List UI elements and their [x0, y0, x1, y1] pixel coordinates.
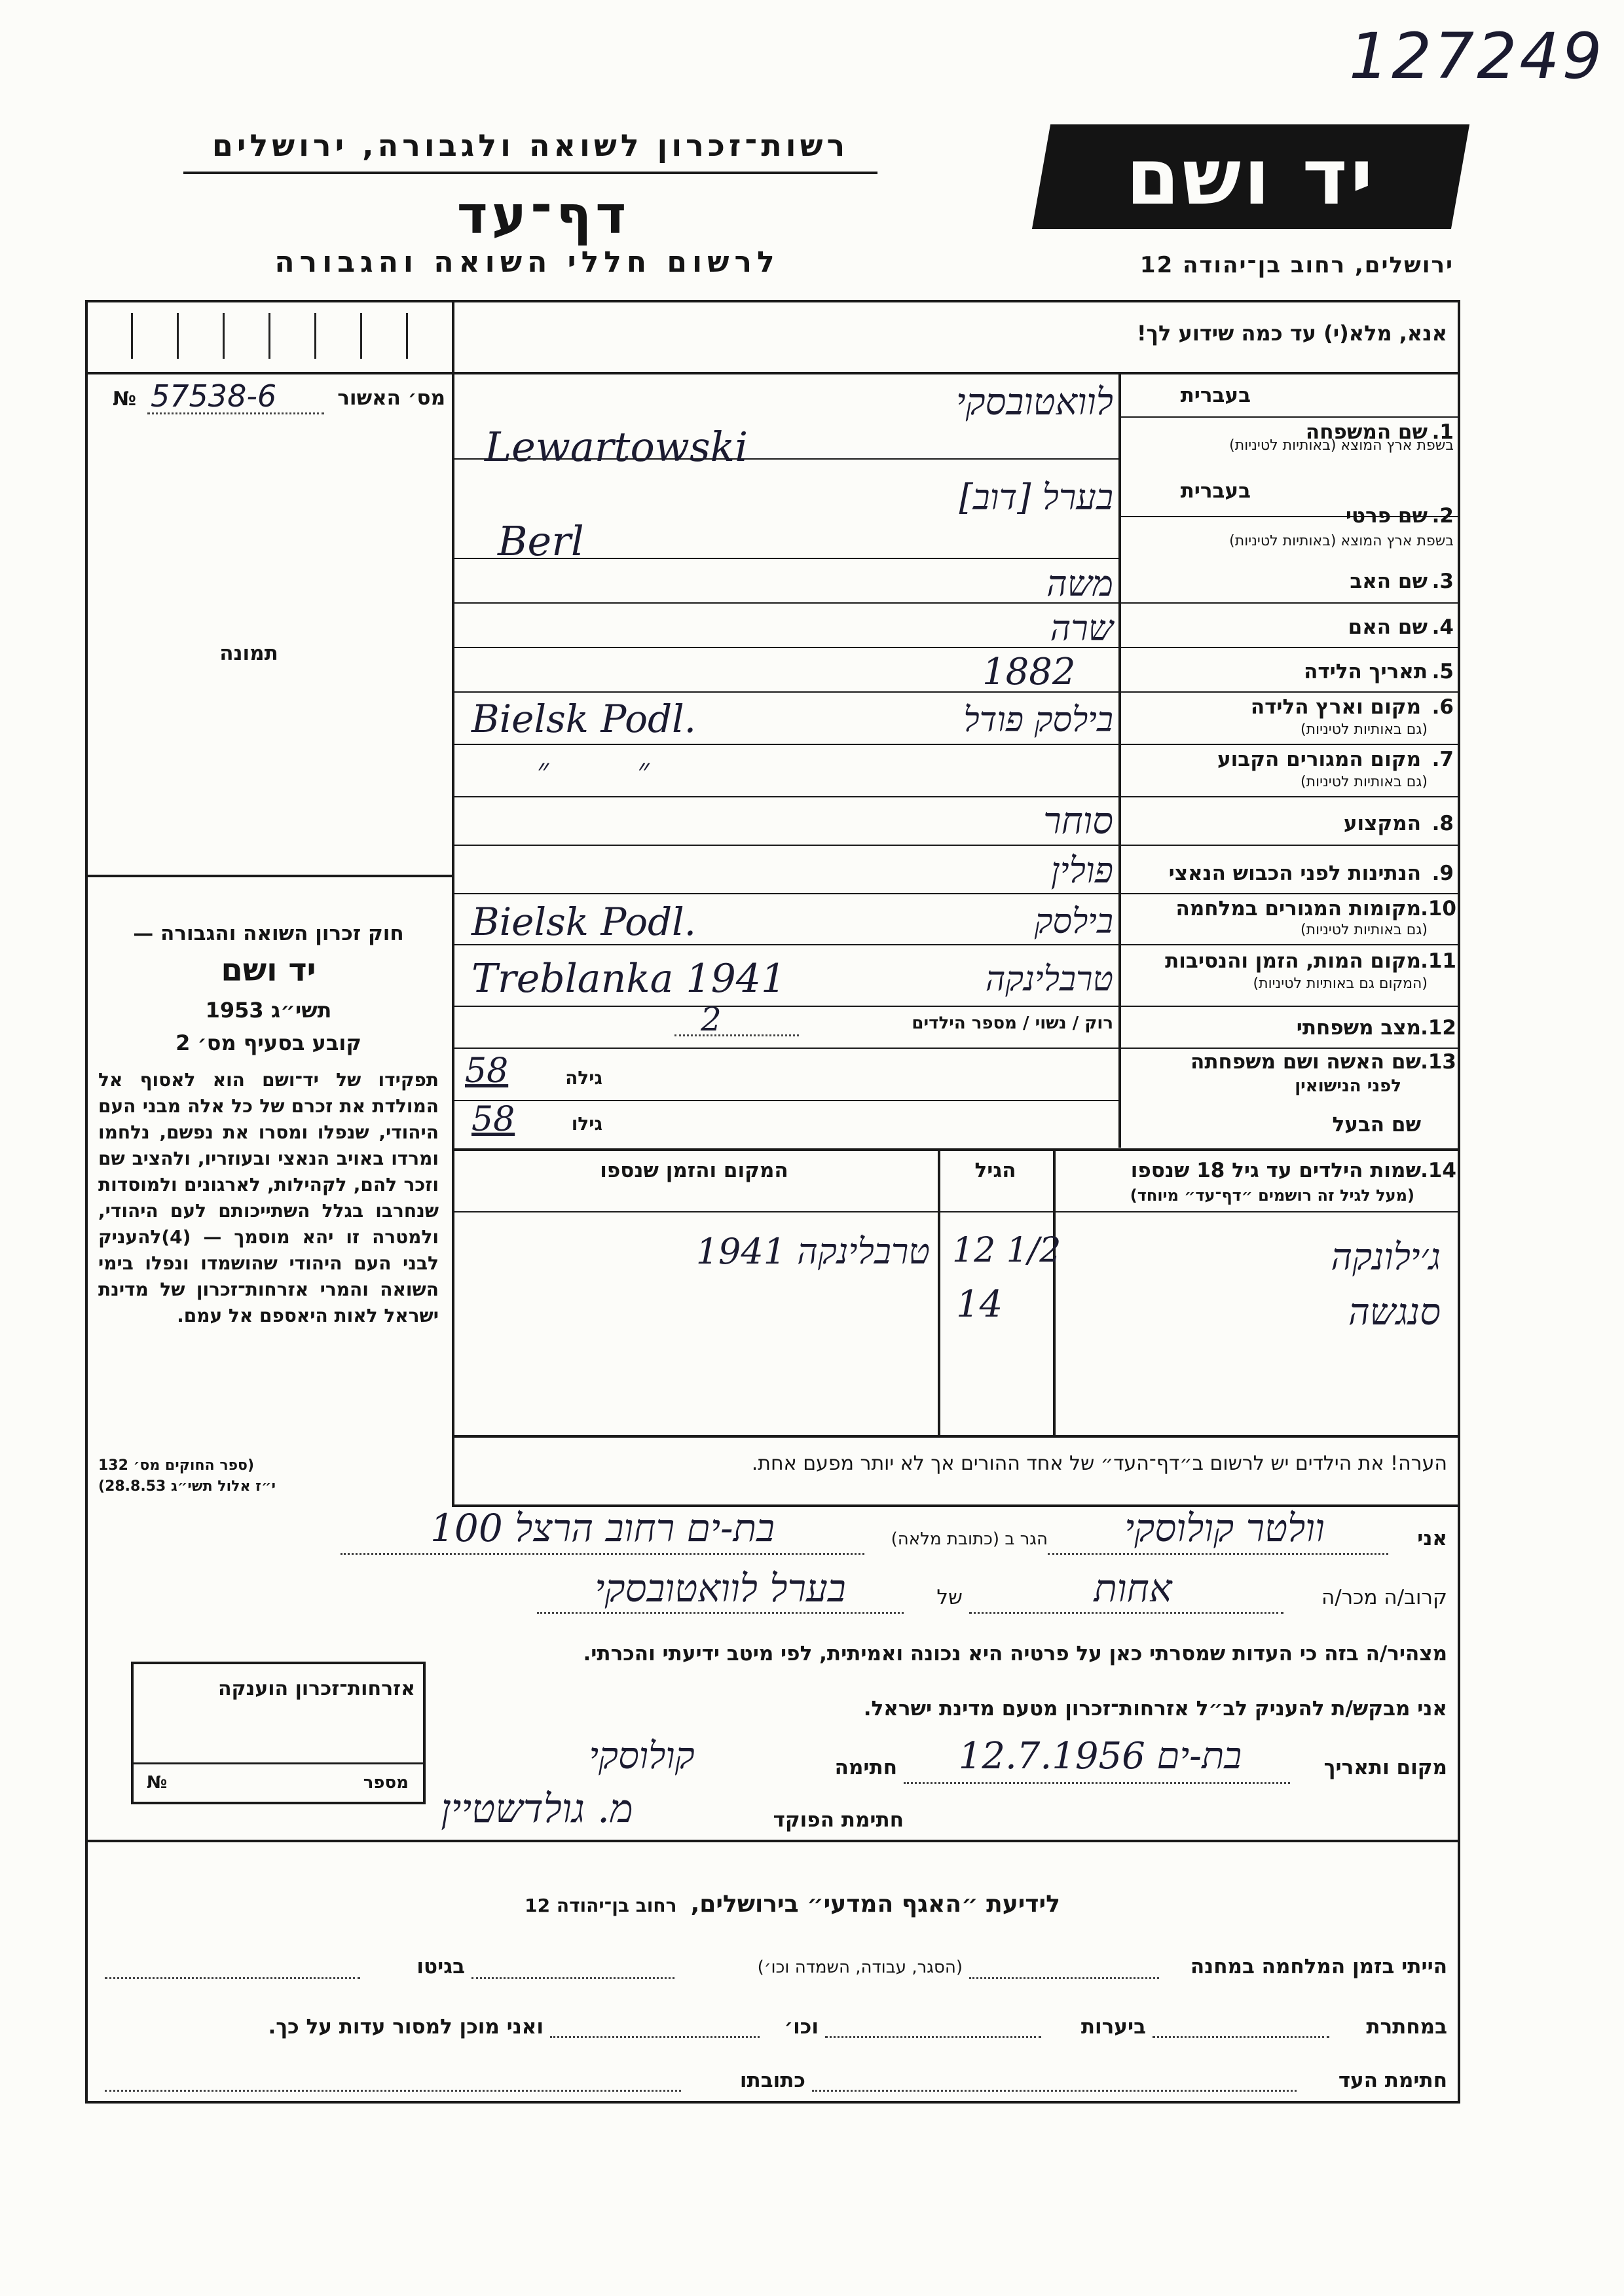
f1-sub: בשפת ארץ המוצא (באותיות לטיניות) — [1229, 437, 1454, 454]
info-line2-end: ואני מוכן למסור עדות על כך. — [268, 2015, 544, 2039]
f11-latin-value: Treblanka 1941 — [471, 956, 786, 1002]
info-line2-b: ביערות — [1080, 2015, 1146, 2039]
f13-age-label: גילה — [565, 1067, 602, 1089]
appeal-text: אנא, מלא(י) עד כמה שידוע לך! — [1136, 321, 1447, 346]
f2-hebrew-value: בערל [דוב] — [959, 477, 1113, 518]
registration-tick-marks — [105, 313, 445, 359]
photo-label: תמונה — [219, 642, 278, 665]
info-line1-mid: (הסגר, עבודה, השמדה וכו׳) — [757, 1958, 963, 1977]
husband-age-label: גילו — [571, 1113, 602, 1135]
f1-hebrew-value: לוואטובסקי — [955, 381, 1113, 424]
f6-hebrew-value: בילסק פודל — [963, 701, 1113, 740]
declaration-relative-label: קרוב/ה מכר/ה — [1321, 1586, 1447, 1609]
f8-label: המקצוע — [1343, 812, 1421, 835]
husband-label: שם הבעל — [1332, 1113, 1421, 1137]
law-ref-1: (ספר החוקים מס׳ 132 — [98, 1457, 255, 1474]
f3-label: שם האב — [1350, 570, 1428, 593]
f2-latin-value: Berl — [498, 517, 584, 565]
declaration-of-label: של — [936, 1586, 963, 1609]
institution-line: רשות־זכרון לשואה ולגבורה, ירושלים — [212, 128, 849, 163]
citizenship-number-label: מספר — [363, 1773, 409, 1793]
info-line2-a: במחתרת — [1366, 2015, 1447, 2039]
f11-sub: (המקום גם באותיות לטיניות) — [1253, 975, 1428, 992]
f12-children-count: 2 — [701, 1000, 722, 1038]
f11-number: 11. — [1420, 949, 1456, 973]
f1-latin-value: Lewartowski — [485, 423, 748, 471]
declaration-place-date-label: מקום ותאריך — [1323, 1756, 1447, 1779]
f7-label: מקום המגורים הקבוע — [1217, 748, 1421, 771]
f10-number: 10. — [1420, 897, 1456, 920]
logo-text: יד ושם — [1126, 132, 1376, 222]
declaration-relation: אחות — [1094, 1566, 1172, 1611]
law-year: תשי״ג 1953 — [205, 998, 332, 1023]
f11-label: מקום המות, הזמן והנסיבות — [1165, 949, 1421, 973]
husband-age-value: 58 — [471, 1100, 515, 1139]
f4-value: שרה — [1050, 608, 1113, 649]
f6-number: 6. — [1431, 695, 1454, 719]
yad-vashem-logo — [1032, 124, 1469, 229]
f6-label: מקום וארץ הלידה — [1250, 695, 1421, 719]
note-text: הערה! את הילדים יש לרשום ב״דף־העד״ של אחד ההורים אך לא יותר מפעם אחת. — [751, 1452, 1447, 1475]
declaration-i: אני — [1417, 1527, 1447, 1550]
f2-in-hebrew: בעברית — [1180, 479, 1251, 503]
f10-sub: (גם באותיות לטיניות) — [1301, 922, 1428, 938]
f4-label: שם האם — [1348, 615, 1428, 639]
info-line3-a: חתימת העד — [1338, 2069, 1447, 2092]
page-title: דף־עד — [456, 185, 631, 246]
archive-number: 127249 — [1349, 20, 1605, 93]
info-line1-start: הייתי בזמן המלחמה במחנה — [1190, 1955, 1447, 1978]
law-name: יד ושם — [221, 952, 316, 989]
officer-signature-label: חתימת הפוקד — [773, 1808, 904, 1832]
law-ref-2: י״ז אלול תשי״ג 28.8.53) — [98, 1478, 276, 1495]
f6-sub: (גם באותיות לטיניות) — [1301, 721, 1428, 738]
info-heading-title: לידיעת ״האגף המדעי״ בירושלים, — [690, 1891, 1060, 1918]
info-line3-b: כתובתו — [739, 2069, 805, 2092]
officer-signature: מ. גולדשטיין — [441, 1786, 633, 1832]
f9-value: פולין — [1050, 850, 1113, 891]
address: ירושלים, רחוב בן־יהודה 12 — [1139, 252, 1454, 278]
registration-label: מס׳ האשור — [337, 386, 445, 410]
info-line1-end: בגיטו — [416, 1955, 465, 1978]
child-1-age: 12 1/2 — [952, 1231, 1061, 1270]
f7-number: 7. — [1431, 748, 1454, 771]
declarant-name: וולטר קולוסקי — [1124, 1506, 1325, 1550]
f3-number: 3. — [1431, 570, 1454, 593]
declaration-signature: קולוסקי — [589, 1735, 695, 1777]
f2-number: 2. — [1431, 504, 1454, 528]
declaration-place-date: בת-ים 12.7.1956 — [958, 1735, 1242, 1777]
declaration-request: אני מבקש/ת להעניק לב״ל אזרחות־זכרון מטעם מדינת ישראל. — [863, 1697, 1447, 1721]
declaration-signature-label: חתימה — [834, 1756, 897, 1779]
child-1-place: טרבלינקה 1941 — [695, 1231, 930, 1272]
f13-sub: לפני הנישואין — [1295, 1076, 1401, 1096]
f1-number: 1. — [1431, 420, 1454, 444]
f1-label: שם המשפחה — [1305, 420, 1428, 444]
law-text: תפקידו של יד־ושם הוא לאסוף אל המולדת את זכרם של כל אלה מבני העם היהודי, שנפלו ומסרו את נפשם, נלחמו ומרדו באויב הנאצי ובעוזריו, ולהציב שם וזכר להם, לקהילות, לארגונים ולמוסדות שנחרבו בגלל השתייכותם לעם היהודי, ולמטרה זו יהא מוסמך — (4)להעניק לבני העם היהודי שהושמדו ונפלו בימי השואה והמרי אזרחות־זכרון של מדינת ישראל לאות היאספם אל עמם. — [98, 1069, 439, 1326]
registration-prefix: № — [113, 388, 137, 410]
declarant-address: בת-ים רחוב הרצל 100 — [430, 1506, 775, 1550]
f12-number: 12. — [1420, 1016, 1456, 1040]
child-2-name: סנגשה — [1348, 1291, 1441, 1334]
f10-hebrew-value: בילסק — [1034, 902, 1113, 941]
f2-label: שם פרטי — [1345, 504, 1428, 528]
f4-number: 4. — [1431, 615, 1454, 639]
f13-number: 13. — [1420, 1050, 1456, 1074]
f11-hebrew-value: טרבלינקה — [985, 960, 1113, 999]
f13-label: שם האשה ושם משפחתה — [1190, 1050, 1421, 1074]
children-header-sub: (מעל לגיל זה רושמים ״דף־עד״ מיוחד) — [1130, 1186, 1414, 1205]
f8-value: סוחר — [1043, 800, 1113, 843]
info-heading — [393, 1891, 1192, 1918]
registration-number: 57538-6 — [151, 378, 277, 414]
f7-value: ״ ״ — [537, 752, 689, 788]
f12-status-options: רוק / נשוי / מספר הילדים — [912, 1013, 1113, 1033]
child-1-name: ג׳ילונקה — [1331, 1236, 1441, 1279]
citizenship-box — [131, 1662, 426, 1804]
f12-label: מצב משפחתי — [1296, 1016, 1421, 1040]
citizenship-no-prefix: № — [147, 1773, 168, 1793]
f5-value: 1882 — [982, 651, 1076, 693]
children-age-header: הגיל — [974, 1159, 1016, 1182]
citizenship-title: אזרחות־זכרון הוענקה — [217, 1677, 415, 1700]
info-line2-c: וכו׳ — [784, 2015, 819, 2039]
subtitle: לרשום חללי השואה והגבורה — [274, 246, 780, 279]
f6-latin-value: Bielsk Podl. — [471, 697, 697, 741]
f9-label: הנתינות לפני הכבוש הנאצי — [1168, 862, 1421, 885]
f10-label: מקומות המגורים במלחמה — [1175, 897, 1421, 920]
f8-number: 8. — [1431, 812, 1454, 835]
declaration-statement: מצהיר/ה בזה כי העדות שמסרתי כאן על פרטיה היא נכונה ואמיתית, לפי מיטב ידיעתי והכרתי. — [583, 1642, 1447, 1666]
law-section: קובע בסעיף מס׳ 2 — [175, 1030, 361, 1055]
law-title: חוק זכרון השואה והגבורה — — [133, 922, 404, 945]
children-place-header: המקום והזמן שנספו — [600, 1159, 788, 1182]
f13-age-value: 58 — [465, 1051, 509, 1091]
f7-sub: (גם באותיות לטיניות) — [1301, 774, 1428, 790]
f10-latin-value: Bielsk Podl. — [471, 900, 697, 944]
info-heading-address: רחוב בן־יהודה 12 — [525, 1895, 677, 1916]
declaration-relative-of: בערל לוואטובסקי — [595, 1566, 846, 1611]
f1-in-hebrew: בעברית — [1180, 384, 1251, 407]
f5-number: 5. — [1431, 660, 1454, 683]
f5-label: תאריך הלידה — [1304, 660, 1428, 683]
children-number: 14. — [1420, 1159, 1456, 1182]
f9-number: 9. — [1431, 862, 1454, 885]
declaration-residing-label: הגר ב (כתובת מלאה) — [891, 1529, 1048, 1549]
child-2-age: 14 — [956, 1283, 1003, 1326]
f2-sub: בשפת ארץ המוצא (באותיות לטיניות) — [1229, 533, 1454, 549]
children-header: שמות הילדים עד גיל 18 שנספו — [1130, 1159, 1421, 1182]
f3-value: משה — [1046, 563, 1113, 604]
